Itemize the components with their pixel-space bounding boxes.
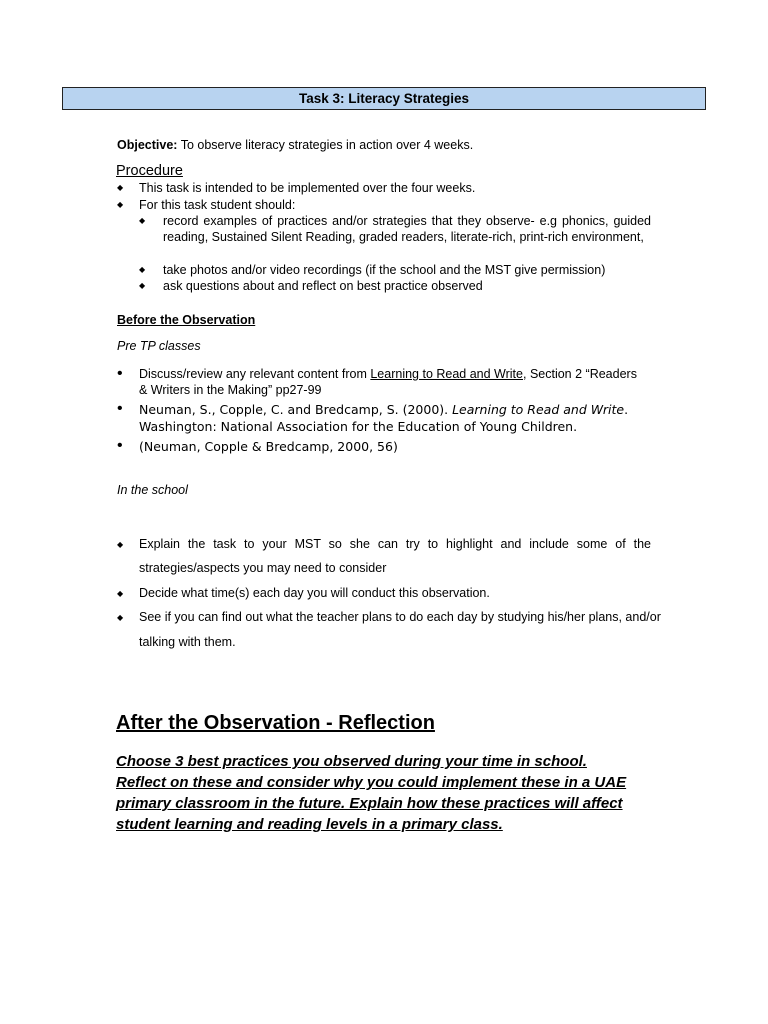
school-item-3-line2: talking with them. [139,635,236,649]
school-item-2: Decide what time(s) each day you will conduct this observation. [139,586,490,600]
procedure-item: For this task student should: [139,198,296,212]
diamond-bullet-icon: ◆ [117,589,124,598]
reference-publisher: Washington: National Association for the Education of Young Children. [139,419,578,434]
reflection-line: Choose 3 best practices you observed during your time in school. [116,753,587,770]
dot-bullet-icon: • [117,400,123,417]
diamond-bullet-icon: ◆ [117,183,124,192]
diamond-bullet-icon: ◆ [139,265,146,274]
before-item-3: (Neuman, Copple & Bredcamp, 2000, 56) [139,439,398,454]
before-item-1-line2: & Writers in the Making” pp27-99 [139,383,322,397]
school-item-1-line2: strategies/aspects you may need to consider [139,561,387,575]
procedure-subitem: ask questions about and reflect on best practice observed [163,279,483,293]
reflection-line: student learning and reading levels in a primary class. [116,816,503,833]
reflection-paragraph [116,751,716,835]
diamond-bullet-icon: ◆ [139,216,146,225]
diamond-bullet-icon: ◆ [117,613,124,622]
procedure-item: This task is intended to be implemented over the four weeks. [139,181,476,195]
in-school-subheading: In the school [117,483,188,497]
before-item-2 [139,401,699,435]
objective-label: Objective: [117,138,178,152]
diamond-bullet-icon: ◆ [139,281,146,290]
reflection-line: Reflect on these and consider why you could implement these in a UAE [116,774,627,791]
reference-period: . [624,402,629,417]
reflection-line: primary classroom in the future. Explain how these practices will affect [116,795,623,812]
book-title-link: Learning to Read and Write [370,367,523,381]
procedure-heading: Procedure [116,163,183,179]
before-item-1-suffix: , Section 2 “Readers [523,367,637,381]
diamond-bullet-icon: ◆ [117,540,124,549]
objective-line [117,137,717,153]
procedure-subitem: take photos and/or video recordings (if the school and the MST give permission) [163,263,606,277]
before-item-1 [139,366,679,398]
procedure-subitem: record examples of practices and/or strategies that they observe- e.g phonics, guided reading, Sustained Silent Reading, graded readers, literate-rich, print-rich environment, [163,214,651,244]
reference-authors: Neuman, S., Copple, C. and Bredcamp, S. (2000). [139,402,453,417]
diamond-bullet-icon: ◆ [117,200,124,209]
before-heading: Before the Observation [117,313,256,327]
dot-bullet-icon: • [117,437,123,454]
school-item-3-line1: See if you can find out what the teacher plans to do each day by studying his/her plans, and/or [139,610,661,624]
objective-text: To observe literacy strategies in action over 4 weeks. [180,138,474,152]
dot-bullet-icon: • [117,365,123,382]
pre-tp-subheading: Pre TP classes [117,339,201,353]
task-title: Task 3: Literacy Strategies [62,87,706,110]
reference-title: Learning to Read and Write [452,402,625,417]
after-heading: After the Observation - Reflection [116,712,435,734]
school-item-1-line1: Explain the task to your MST so she can try to highlight and include some of the [139,537,651,551]
before-item-1-prefix: Discuss/review any relevant content from [139,367,371,381]
